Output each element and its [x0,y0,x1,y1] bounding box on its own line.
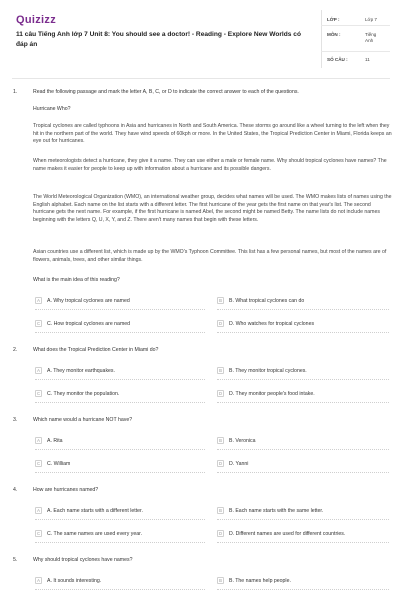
question-number: 2. [13,347,18,353]
option-divider [35,379,205,380]
question-text: What is the main idea of this reading? [33,277,120,283]
option-letter-box: B [217,297,224,304]
question-text: Which name would a hurricane NOT have? [33,417,133,423]
answer-option-b[interactable] [217,367,307,374]
option-divider [217,449,389,450]
option-divider [35,589,205,590]
meta-label: MÔN : [327,32,341,37]
option-divider [217,472,389,473]
worksheet-title: 11 câu Tiếng Anh lớp 7 Unit 8: You should see a doctor! - Reading - Explore New Worlds có đáp án [16,31,301,48]
option-divider [217,589,389,590]
answer-option-b[interactable] [217,437,256,444]
meta-row-count [321,54,390,62]
option-text: A. They monitor earthquakes. [47,367,115,374]
passage-paragraph: Asian countries use a different list, which is made up by the WMO's Typhoon Committee. This list has a few personal names, but most of the names are of flowers, animals, trees, and other similar things. [33,249,387,263]
option-letter-box: C [36,321,41,326]
answer-option-c[interactable] [35,390,119,397]
option-divider [35,519,205,520]
header-divider [12,78,390,79]
option-divider [217,309,389,310]
option-divider [35,472,205,473]
option-divider [217,542,389,543]
answer-option-a[interactable] [35,367,115,374]
option-letter-box: D [218,321,223,326]
option-text: B. What tropical cyclones can do [229,297,305,304]
meta-label: SỐ CÂU : [327,57,348,62]
question-number: 5. [13,557,18,563]
question-text: How are hurricanes named? [33,487,99,493]
answer-option-a[interactable] [35,507,143,514]
quizizz-logo[interactable]: Quizizz [16,14,56,26]
option-letter-box: A [35,507,42,514]
option-letter-box: C [36,391,41,396]
answer-option-a[interactable] [35,577,101,584]
option-text: C. William [47,460,71,467]
answer-option-b[interactable] [217,507,323,514]
passage-title: Hurricane Who? [33,106,71,112]
option-text: B. They monitor tropical cyclones. [229,367,307,374]
question-number: 1. [13,89,18,95]
option-divider [217,519,389,520]
option-text: A. Each name starts with a different letter. [47,507,143,514]
passage-paragraph: The World Meteorological Organization (WMO), an international weather group, decides what names will be used. The WMO makes lists of names using the English alphabet. Each name on the list starts with a different letter. The first hurricane of the year gets the first name on that year's list. The second hurricane gets the next name. For example, if the first hurricane is named Abel, the second might be named Betty. The name lists do not include names beginning with the letters Q, U, X, Y, and Z. There aren't many names that begin with these letters. [33,194,392,223]
option-divider [217,402,389,403]
answer-option-d[interactable] [217,530,345,537]
option-divider [35,449,205,450]
answer-option-a[interactable] [35,437,63,444]
answer-option-c[interactable] [35,460,70,467]
option-letter-box: C [36,531,41,536]
question-instruction: Read the following passage and mark the letter A, B, C, or D to indicate the correct answer to each of the questions. [33,89,299,95]
option-letter-box: B [217,367,224,374]
meta-row-grade [321,14,390,22]
meta-value: Tiếng Anh [365,32,377,43]
answer-option-b[interactable] [217,297,304,304]
meta-row-subject [321,29,390,44]
option-letter-box: A [35,297,42,304]
option-text: D. Different names are used for different countries. [229,530,346,537]
option-text: A. Rita [47,437,63,444]
option-letter-box: B [217,577,224,584]
question-number: 3. [13,417,18,423]
option-text: B. Veronica [229,437,256,444]
option-letter-box: B [217,507,224,514]
meta-label: LỚP : [327,17,340,22]
answer-option-c[interactable] [35,320,130,327]
meta-value: Lớp 7 [365,17,377,22]
passage-paragraph: Tropical cyclones are called typhoons in Asia and hurricanes in North and South America. These storms go around like a wheel turning to the left when they hit in the northern part of the world. They have wind speeds of 60kph or more. In the United States, the Tropical Prediction Center in Miami, Florida keeps an eye out for hurricanes. [33,123,392,145]
option-text: D. They monitor people's food intake. [229,390,315,397]
option-divider [35,402,205,403]
option-divider [35,309,205,310]
option-letter-box: D [218,461,223,466]
question-text: Why should tropical cyclones have names? [33,557,133,563]
option-letter-box: B [217,437,224,444]
option-letter-box: A [35,367,42,374]
option-letter-box: A [35,577,42,584]
passage-paragraph: When meteorologists detect a hurricane, they give it a name. They can use either a male or female name. Why should tropical cyclones have names? The name makes it easier for people to keep up with information about a hurricane and its possible dangers. [33,158,387,172]
option-divider [217,332,389,333]
option-divider [217,379,389,380]
option-text: C. The same names are used every year. [47,530,143,537]
option-text: B. The names help people. [229,577,291,584]
answer-option-d[interactable] [217,460,248,467]
option-text: D. Who watches for tropical cyclones [229,320,315,327]
option-text: D. Yanni [229,460,249,467]
option-divider [35,332,205,333]
answer-option-d[interactable] [217,320,314,327]
option-divider [35,542,205,543]
answer-option-a[interactable] [35,297,130,304]
option-letter-box: C [36,461,41,466]
answer-option-c[interactable] [35,530,142,537]
option-text: A. Why tropical cyclones are named [47,297,130,304]
question-text: What does the Tropical Prediction Center in Miami do? [33,347,159,353]
option-text: A. It sounds interesting. [47,577,102,584]
meta-divider [321,25,390,26]
meta-value: 11 [365,57,370,62]
option-letter-box: A [35,437,42,444]
answer-option-d[interactable] [217,390,315,397]
option-text: C. They monitor the population. [47,390,120,397]
meta-divider [321,51,390,52]
option-text: B. Each name starts with the same letter. [229,507,324,514]
option-text: C. How tropical cyclones are named [47,320,131,327]
answer-option-b[interactable] [217,577,291,584]
option-letter-box: D [218,531,223,536]
question-number: 4. [13,487,18,493]
option-letter-box: D [218,391,223,396]
